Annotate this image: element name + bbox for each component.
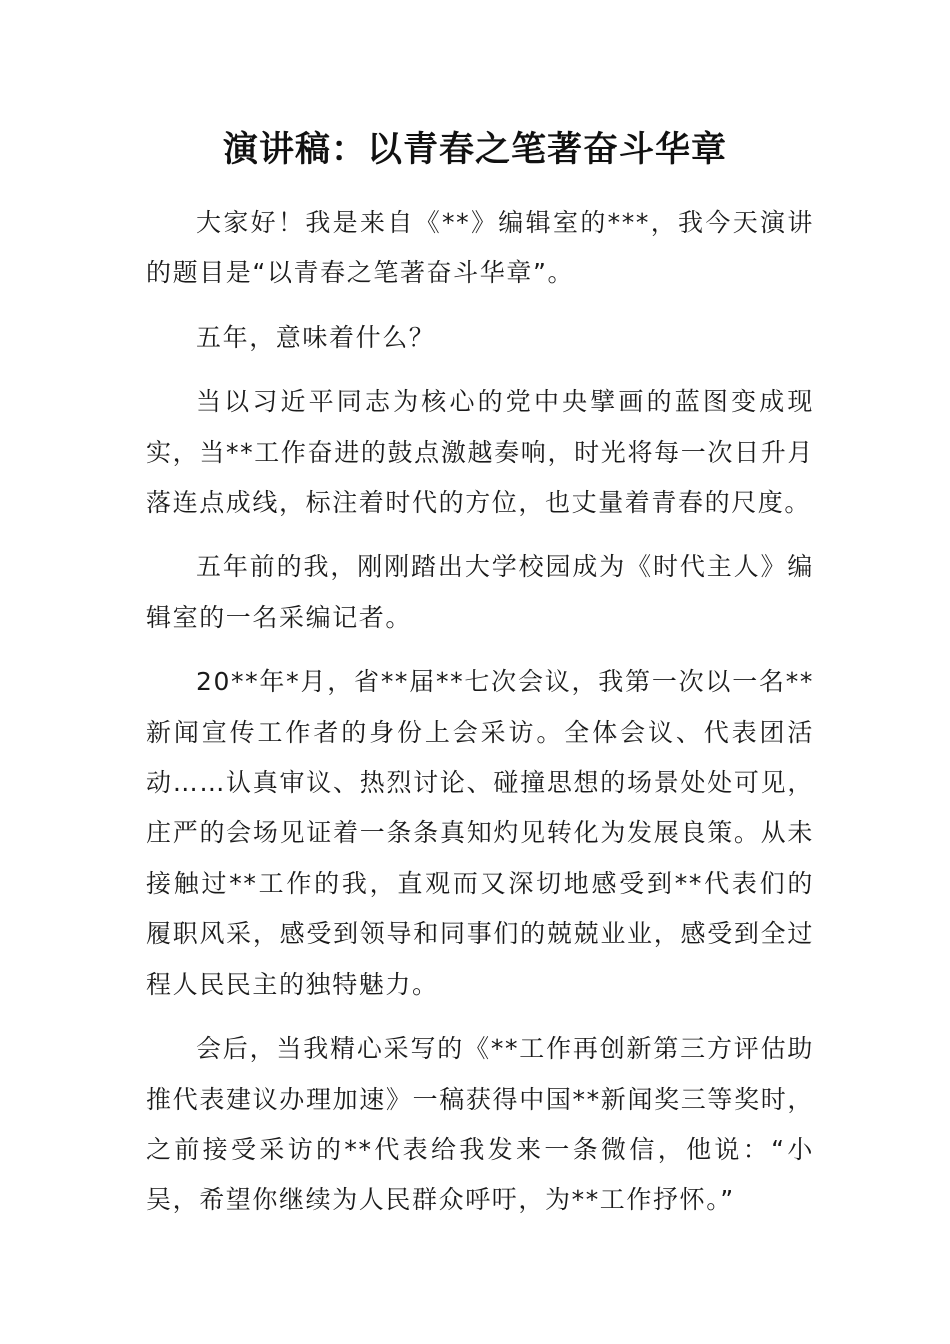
paragraph-first-interview: 20**年*月，省**届**七次会议，我第一次以一名**新闻宣传工作者的身份上会采访。全体会议、代表团活动……认真审议、热烈讨论、碰撞思想的场景处处可见，庄严的会场见证着一条条真知灼见转化为发展良策。从未接触过**工作的我，直观而又深切地感受到**代表们的履职风采，感受到领导和同事们的兢兢业业，感受到全过程人民民主的独特魅力。 [146,667,814,999]
paragraph-five-years-ago: 五年前的我，刚刚踏出大学校园成为《时代主人》编辑室的一名采编记者。 [146,552,814,632]
document-body [146,198,814,1240]
document-title: 演讲稿：以青春之笔著奋斗华章 [222,129,727,170]
paragraph-question: 五年，意味着什么？ [196,322,436,352]
paragraph-award: 会后，当我精心采写的《**工作再创新第三方评估助推代表建议办理加速》一稿获得中国**新闻奖三等奖时，之前接受采访的**代表给我发来一条微信，他说：“小吴，希望你继续为人民群众呼吁，为**工作抒怀。” [146,1034,814,1215]
paragraph-greeting: 大家好！我是来自《**》编辑室的***，我今天演讲的题目是“以青春之笔著奋斗华章”。 [146,208,814,288]
paragraph-blueprint: 当以习近平同志为核心的党中央擘画的蓝图变成现实，当**工作奋进的鼓点激越奏响，时光将每一次日升月落连点成线，标注着时代的方位，也丈量着青春的尺度。 [146,387,814,518]
